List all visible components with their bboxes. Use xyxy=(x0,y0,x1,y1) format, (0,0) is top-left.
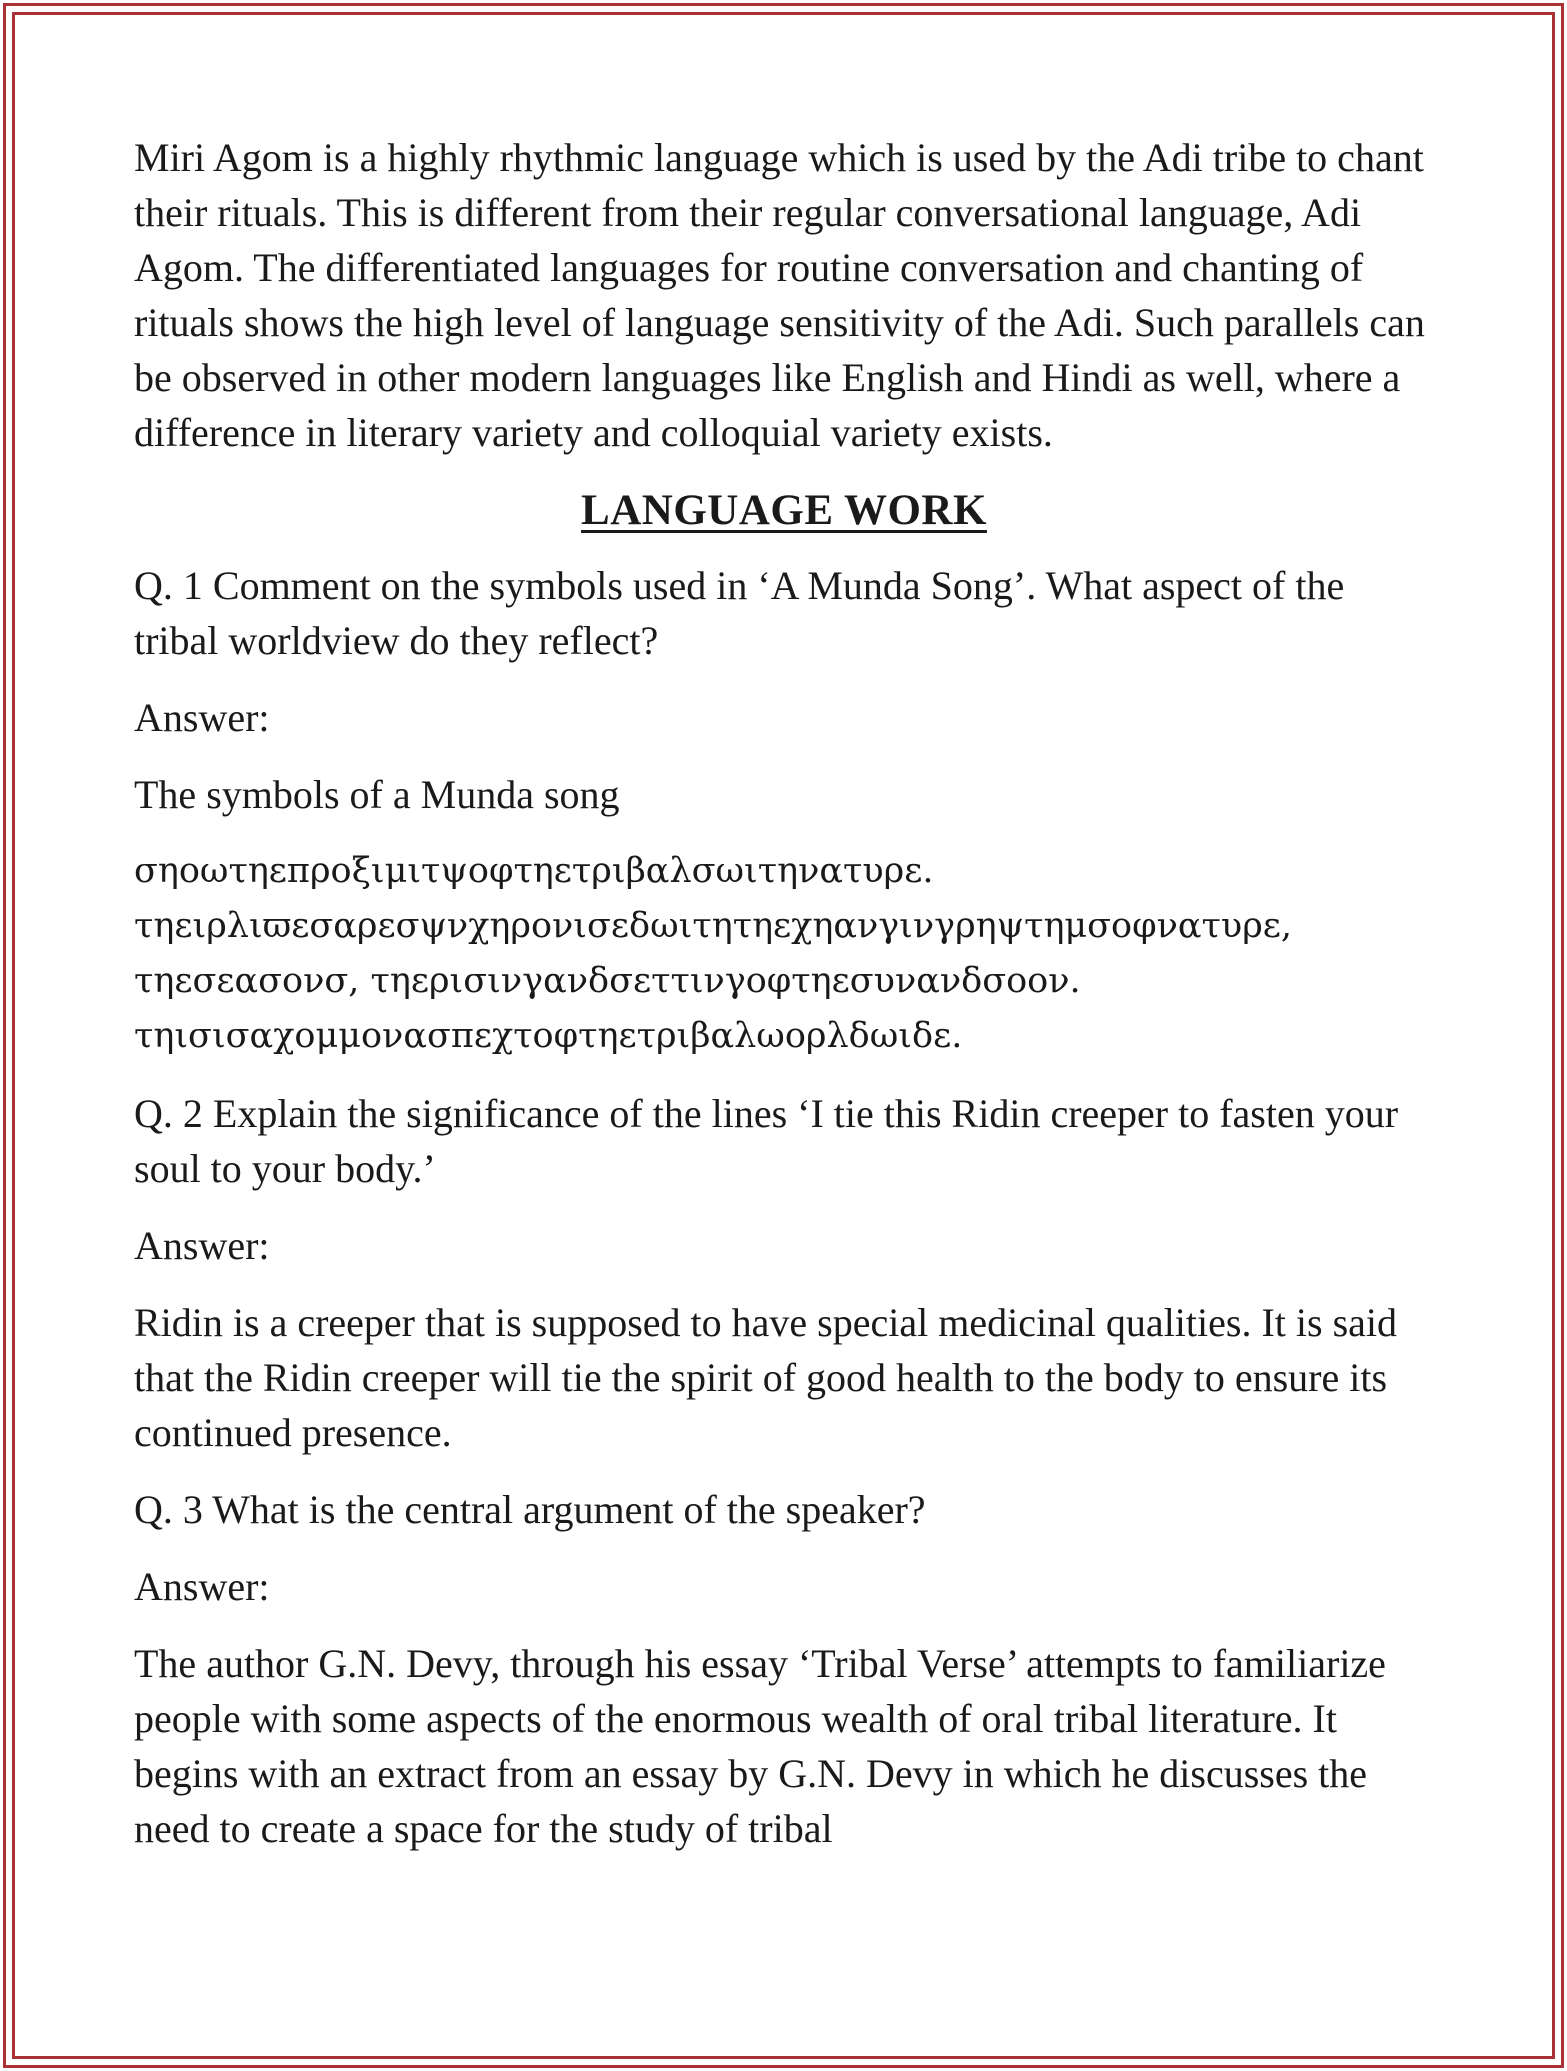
question-text: Q. 2 Explain the significance of the lines ‘I tie this Ridin creeper to fasten your soul to your body.’ xyxy=(134,1091,1399,1191)
answer-text: The author G.N. Devy, through his essay ‘Tribal Verse’ attempts to familiarize people with some aspects of the enormous wealth of oral tribal literature. It begins with an extract from an essay by G.N. Devy in which he discusses the need to create a space for the study of tribal xyxy=(134,1641,1386,1851)
answer-label: Answer: xyxy=(134,1564,270,1609)
question-text: Q. 3 What is the central argument of the speaker? xyxy=(134,1487,926,1532)
question-block-2 xyxy=(134,1086,1434,1460)
answer-symbol-lines xyxy=(134,844,1434,1064)
answer-line: τηεσεασονσ, τηερισινγανδσεττινγοφτηεσυνανδσοον. xyxy=(134,961,1081,1001)
question-block-1 xyxy=(134,558,1434,1064)
question-block-3 xyxy=(134,1482,1434,1856)
answer-intro: The symbols of a Munda song xyxy=(134,772,620,817)
section-heading: LANGUAGE WORK xyxy=(581,487,987,534)
answer-line: σηοωτηεπροξιμιτψοφτηετριβαλσωιτηνατυρε. xyxy=(134,851,934,891)
question-text: Q. 1 Comment on the symbols used in ‘A Munda Song’. What aspect of the tribal worldview do they reflect? xyxy=(134,563,1345,663)
answer-line: τηισισαχομμονασπεχτοφτηετριβαλωορλδωιδε. xyxy=(134,1016,963,1056)
answer-label: Answer: xyxy=(134,1223,270,1268)
intro-paragraph: Miri Agom is a highly rhythmic language which is used by the Adi tribe to chant their rituals. This is different from their regular conversational language, Adi Agom. The differentiated languages for routine conversation and chanting of rituals shows the high level of language sensitivity of the Adi. Such parallels can be observed in other modern languages like English and Hindi as well, where a difference in literary variety and colloquial variety exists. xyxy=(134,135,1425,455)
answer-label: Answer: xyxy=(134,695,270,740)
answer-text: Ridin is a creeper that is supposed to have special medicinal qualities. It is said that the Ridin creeper will tie the spirit of good health to the body to ensure its continued presence. xyxy=(134,1300,1398,1455)
answer-line: τηειρλιϖεσαρεσψνχηρονισεδωιτητηεχηανγινγρηψτημσοφνατυρε, xyxy=(134,906,1293,946)
document-body xyxy=(134,130,1434,1856)
